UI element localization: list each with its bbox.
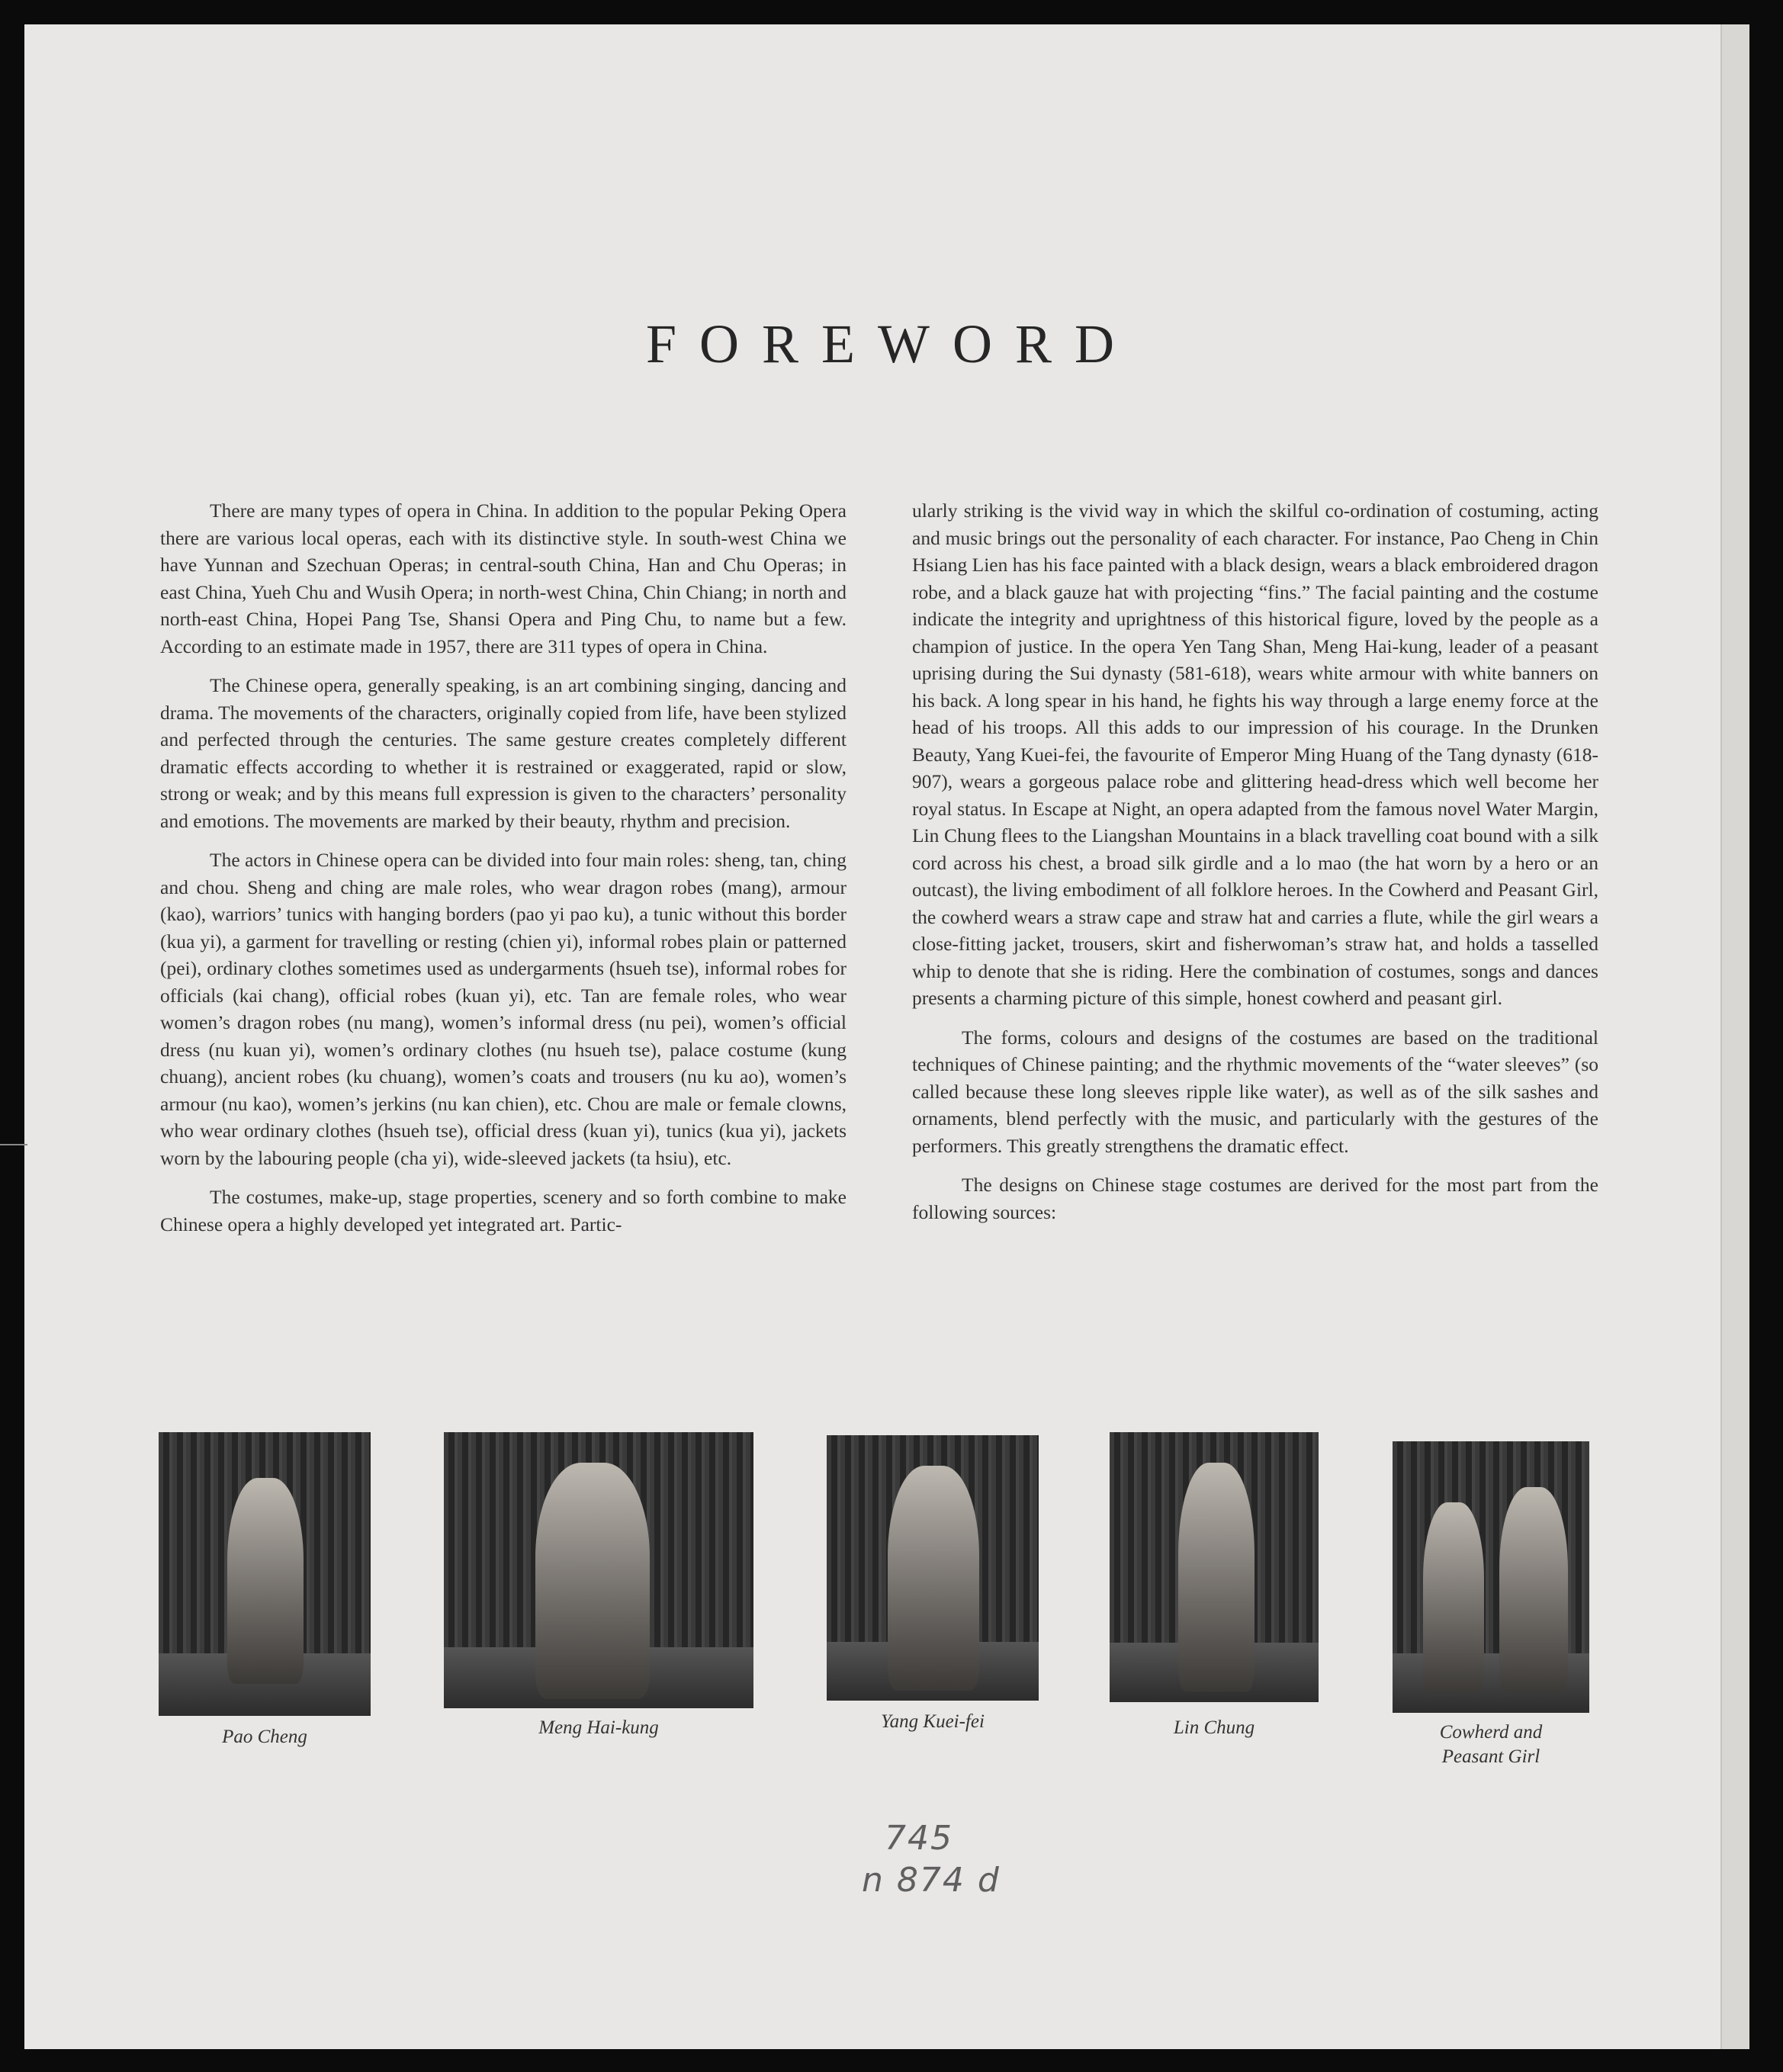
- caption-line: Peasant Girl: [1441, 1746, 1540, 1767]
- paragraph: The Chinese opera, generally speaking, is an art combining singing, dancing and drama. The movements of the characters, originally copied from life, have been stylized and perfected through the centuries. The same gesture creates completely different dramatic effects according to whether it is restrained or exaggerated, rapid or slow, strong or weak; and by this means full expression is given to the characters’ personality and emotions. The movements are marked by their beauty, rhythm and precision.: [160, 674, 847, 832]
- caption-yang-kuei-fei: Yang Kuei-fei: [881, 1711, 985, 1732]
- caption-pao-cheng: Pao Cheng: [222, 1727, 307, 1747]
- photo-pao-cheng: [159, 1432, 371, 1716]
- handwritten-shelfmark: n 874 d: [862, 1861, 1001, 1900]
- left-column: [160, 497, 847, 1250]
- photo-lin-chung: [1110, 1432, 1319, 1702]
- caption-meng-hai-kung: Meng Hai-kung: [538, 1717, 659, 1738]
- caption-cowherd-peasant-girl: [1393, 1720, 1589, 1769]
- paragraph: There are many types of opera in China. In addition to the popular Peking Opera there are various local operas, each with its distinctive style. In south-west China we have Yunnan and Szechuan Operas; in central-south China, Han and Chu Operas; in east China, Yueh Chu and Wusih Opera; in north-west China, Chin Chiang; in north and north-east China, Hopei Pang Tse, Shansi Opera and Ping Chu, to name but a few. According to an estimate made in 1957, there are 311 types of opera in China.: [160, 500, 847, 657]
- photo-cowherd-peasant-girl: [1393, 1441, 1589, 1713]
- page-title: FOREWORD: [645, 313, 1137, 374]
- photo-meng-hai-kung: [444, 1432, 753, 1708]
- right-column: [912, 497, 1598, 1238]
- caption-line: Cowherd and: [1439, 1722, 1543, 1743]
- paragraph: The forms, colours and designs of the costumes are based on the traditional techniques of Chinese painting; and the rhythmic movements of the “water sleeves” (so called because these long sleeves ripple like water), as well as of the silk sashes and ornaments, blend perfectly with the music, and particularly with the gestures of the performers. This greatly strengthens the dramatic effect.: [912, 1026, 1598, 1157]
- paragraph: The actors in Chinese opera can be divided into four main roles: sheng, tan, ching and chou. Sheng and ching are male roles, who wear dragon robes (mang), armour (kao), warriors’ tunics with hanging borders (pao yi pao ku), a tunic without this border (kua yi), a garment for travelling or resting (chien yi), informal robes plain or patterned (pei), ordinary clothes sometimes used as undergarments (hsueh tse), informal robes for officials (kai chang), official robes (kuan yi), etc. Tan are female roles, who wear women’s dragon robes (nu mang), women’s informal dress (nu pei), women’s official dress (nu kuan yi), women’s ordinary clothes (nu hsueh tse), palace costume (kung chuang), ancient robes (ku chuang), women’s coats and trousers (nu ku ao), women’s armour (nu kao), women’s jerkins (nu kan chien), etc. Chou are male or female clowns, who wear ordinary clothes (hsueh tse), official dress (kuan yi), tunics (kua yi), jackets worn by the labouring people (cha yi), wide-sleeved jackets (ta hsiu), etc.: [160, 849, 847, 1169]
- binding-mark: [0, 1144, 27, 1145]
- caption-lin-chung: Lin Chung: [1173, 1717, 1255, 1738]
- paragraph: The costumes, make-up, stage properties, scenery and so forth combine to make Chinese opera a highly developed yet integrated art. Partic-: [160, 1186, 847, 1235]
- paragraph: ularly striking is the vivid way in which the skilful co-ordination of costuming, acting and music brings out the personality of each character. For instance, Pao Cheng in Chin Hsiang Lien has his face painted with a black design, wears a black embroidered dragon robe, and a black gauze hat with projecting “fins.” The facial painting and the costume indicate the integrity and uprightness of this historical figure, loved by the people as a champion of justice. In the opera Yen Tang Shan, Meng Hai-kung, leader of a peasant uprising during the Sui dynasty (581-618), wears white armour with white banners on his back. A long spear in his hand, he fights his way through a large enemy force at the head of his troops. All this adds to our impression of his courage. In the Drunken Beauty, Yang Kuei-fei, the favourite of Emperor Ming Huang of the Tang dynasty (618-907), wears a gorgeous palace robe and glittering head-dress which well become her royal status. In Escape at Night, an opera adapted from the famous novel Water Margin, Lin Chung flees to the Liangshan Mountains in a black travelling coat bound with a silk cord across his chest, a broad silk girdle and a lo mao (the hat worn by a hero or an outcast), the living embodiment of all folklore heroes. In the Cowherd and Peasant Girl, the cowherd wears a straw cape and straw hat and carries a flute, while the girl wears a close-fitting jacket, trousers, skirt and fisherwoman’s straw hat, and holds a tasselled whip to denote that she is riding. Here the combination of costumes, songs and dances presents a charming picture of this simple, honest cowherd and peasant girl.: [912, 500, 1598, 1009]
- paragraph: The designs on Chinese stage costumes are derived for the most part from the following sources:: [912, 1174, 1598, 1223]
- handwritten-number: 745: [885, 1819, 953, 1858]
- photo-yang-kuei-fei: [827, 1435, 1039, 1701]
